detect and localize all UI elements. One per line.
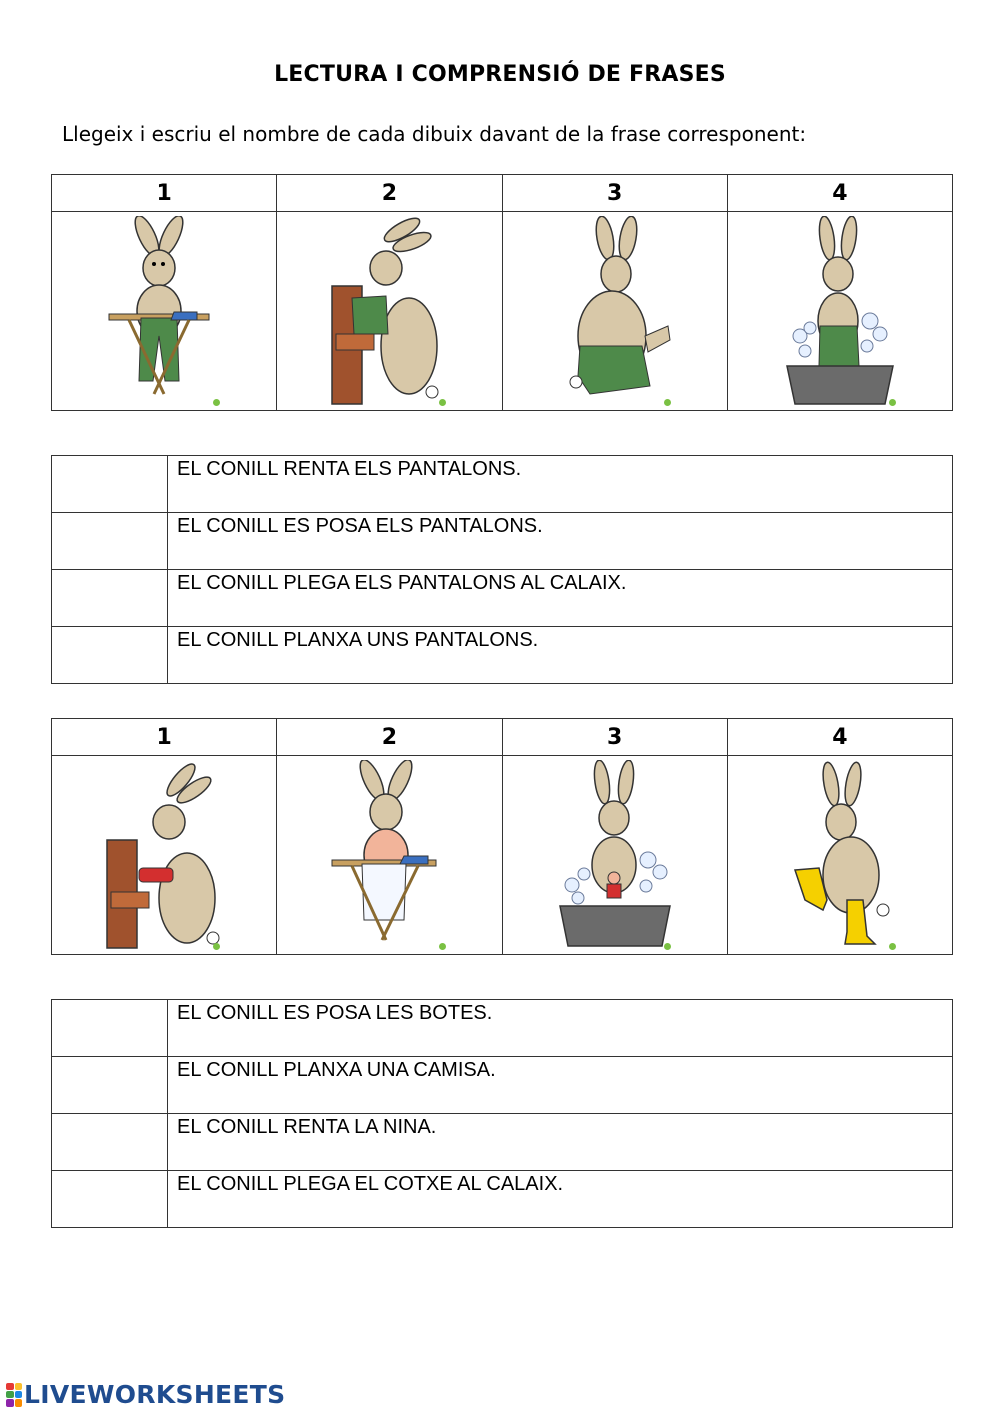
answer-cell[interactable] — [52, 1000, 168, 1057]
rabbit-dressing-picture — [502, 212, 727, 411]
logo-text: LIVEWORKSHEETS — [24, 1380, 286, 1409]
liveworksheets-logo[interactable] — [6, 1380, 285, 1409]
worksheet-title: LECTURA I COMPRENSIÓ DE FRASES — [274, 62, 726, 87]
answer-cell[interactable] — [52, 1171, 168, 1228]
table-row — [52, 627, 953, 684]
sentence-table-2 — [51, 999, 953, 1228]
rabbit-folding-trousers-picture — [277, 212, 502, 411]
table-row — [52, 1114, 953, 1171]
table-row — [52, 1057, 953, 1114]
instruction-text: Llegeix i escriu el nombre de cada dibuix davant de la frase corresponent: — [62, 122, 807, 146]
table-row — [52, 570, 953, 627]
picture-table-1 — [51, 174, 953, 411]
rabbit-car-drawer-picture — [52, 756, 277, 955]
rabbit-ironing-shirt-picture — [277, 756, 502, 955]
answer-cell[interactable] — [52, 1114, 168, 1171]
rabbit-ironing-trousers-picture — [52, 212, 277, 411]
sentence-cell: EL CONILL PLEGA ELS PANTALONS AL CALAIX. — [168, 570, 953, 627]
picture-number: 4 — [727, 175, 952, 212]
sentence-cell: EL CONILL PLANXA UNA CAMISA. — [168, 1057, 953, 1114]
answer-cell[interactable] — [52, 456, 168, 513]
sentence-cell: EL CONILL ES POSA LES BOTES. — [168, 1000, 953, 1057]
sentence-cell: EL CONILL PLEGA EL COTXE AL CALAIX. — [168, 1171, 953, 1228]
decorative-dot — [439, 399, 446, 406]
table-row — [52, 1171, 953, 1228]
picture-number: 1 — [52, 719, 277, 756]
answer-cell[interactable] — [52, 570, 168, 627]
sentence-cell: EL CONILL ES POSA ELS PANTALONS. — [168, 513, 953, 570]
decorative-dot — [664, 943, 671, 950]
answer-cell[interactable] — [52, 513, 168, 570]
decorative-dot — [889, 399, 896, 406]
rabbit-washing-doll-icon — [550, 760, 680, 950]
picture-number: 3 — [502, 175, 727, 212]
sentence-cell: EL CONILL PLANXA UNS PANTALONS. — [168, 627, 953, 684]
table-row — [52, 1000, 953, 1057]
answer-cell[interactable] — [52, 1057, 168, 1114]
sentence-cell: EL CONILL RENTA ELS PANTALONS. — [168, 456, 953, 513]
rabbit-drawer-icon — [324, 216, 454, 406]
table-row — [52, 513, 953, 570]
decorative-dot — [664, 399, 671, 406]
picture-number: 3 — [502, 719, 727, 756]
rabbit-washing-trousers-picture — [727, 212, 952, 411]
rabbit-car-drawer-icon — [99, 760, 229, 950]
picture-table-2 — [51, 718, 953, 955]
rabbit-ironing-shirt-icon — [324, 760, 454, 950]
logo-mark-icon — [6, 1383, 22, 1407]
picture-number: 1 — [52, 175, 277, 212]
picture-number: 2 — [277, 175, 502, 212]
picture-number: 2 — [277, 719, 502, 756]
rabbit-dressing-icon — [550, 216, 680, 406]
rabbit-washing-doll-picture — [502, 756, 727, 955]
rabbit-boots-picture — [727, 756, 952, 955]
table-row — [52, 456, 953, 513]
picture-number: 4 — [727, 719, 952, 756]
sentence-cell: EL CONILL RENTA LA NINA. — [168, 1114, 953, 1171]
sentence-table-1 — [51, 455, 953, 684]
rabbit-washing-icon — [775, 216, 905, 406]
rabbit-boots-icon — [775, 760, 905, 950]
decorative-dot — [889, 943, 896, 950]
rabbit-ironing-icon — [99, 216, 229, 406]
answer-cell[interactable] — [52, 627, 168, 684]
decorative-dot — [439, 943, 446, 950]
